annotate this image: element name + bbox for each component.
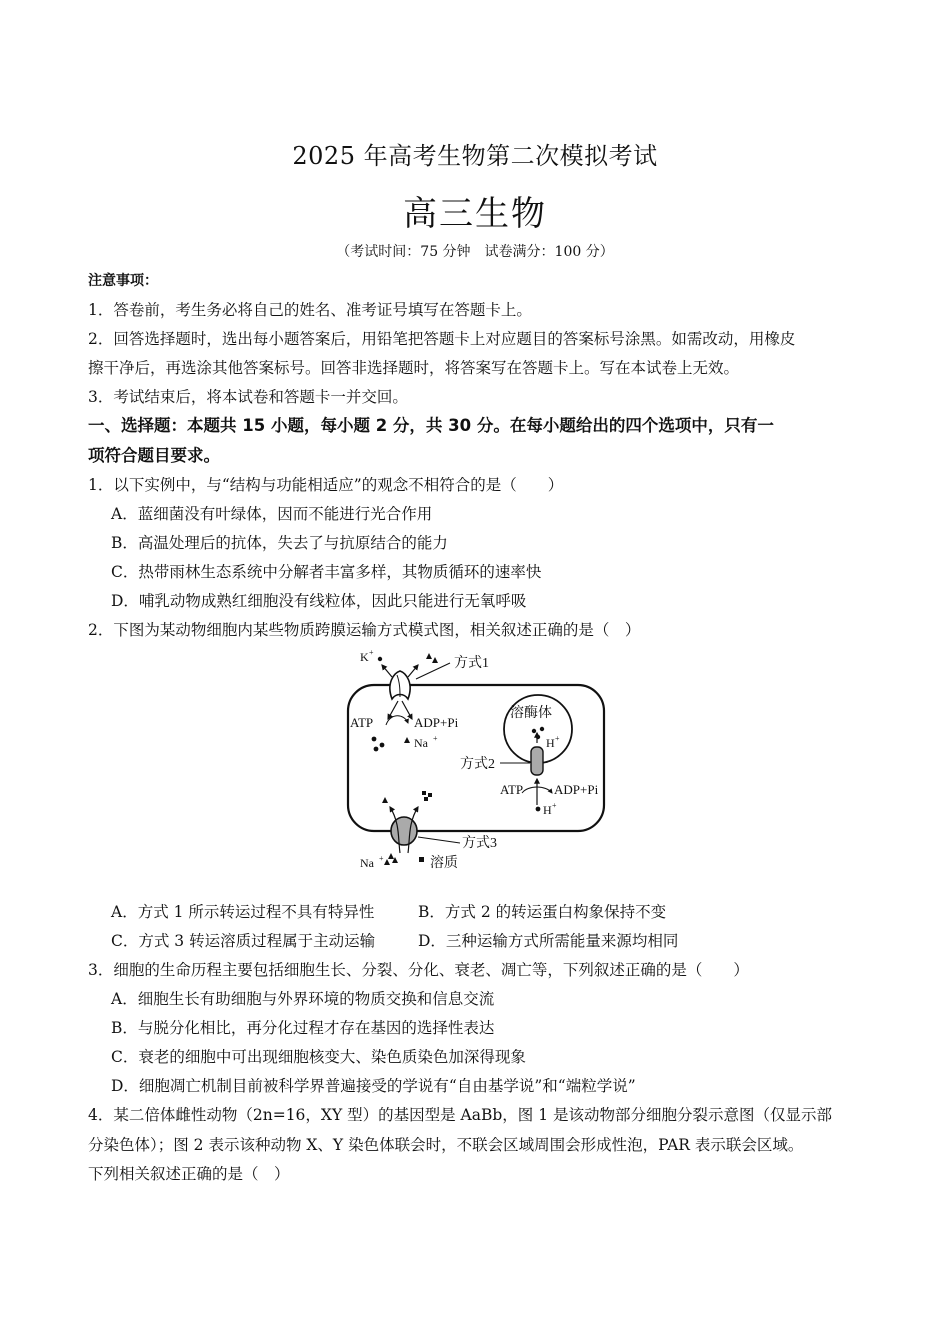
q1-option-c: C．热带雨林生态系统中分解者丰富多样，其物质循环的速率快 [111, 563, 542, 581]
q2-option-a: A．方式 1 所示转运过程不具有特异性 [111, 903, 375, 921]
q3-option-b: B．与脱分化相比，再分化过程才存在基因的选择性表达 [111, 1019, 495, 1037]
transport-protein-2 [531, 747, 543, 775]
label-h-2-plus: + [552, 801, 557, 810]
label-h-2: H [543, 803, 552, 817]
label-mode1: 方式1 [454, 656, 489, 671]
subject-title: 高三生物 [403, 194, 547, 234]
q1-option-d: D．哺乳动物成熟红细胞没有线粒体，因此只能进行无氧呼吸 [111, 592, 527, 610]
notice-item-2-cont: 擦干净后，再选涂其他答案标号。回答非选择题时，将答案写在答题卡上。写在本试卷上无效。 [88, 359, 740, 377]
section-heading: 一、选择题：本题共 15 小题，每小题 2 分，共 30 分。在每小题给出的四个选项中，只有一 [88, 416, 774, 435]
q2-stem: 2．下图为某动物细胞内某些物质跨膜运输方式模式图，相关叙述正确的是（ ） [88, 621, 641, 639]
q3-stem: 3．细胞的生命历程主要包括细胞生长、分裂、分化、衰老、凋亡等，下列叙述正确的是（ ） [88, 961, 749, 979]
transport-protein-3 [391, 817, 417, 845]
label-adp-2: ADP+Pi [554, 782, 599, 797]
label-k-plus: + [369, 648, 374, 657]
label-h-1: H [546, 736, 555, 750]
label-atp-1: ATP [350, 715, 374, 730]
notice-item-1: 1．答卷前，考生务必将自己的姓名、准考证号填写在答题卡上。 [88, 301, 532, 319]
q2-option-d: D．三种运输方式所需能量来源均相同 [418, 932, 679, 950]
q1-stem: 1．以下实例中，与“结构与功能相适应”的观念不相符合的是（ ） [88, 476, 564, 494]
q2-option-c: C．方式 3 转运溶质过程属于主动运输 [111, 932, 376, 950]
exam-timing: （考试时间：75 分钟 试卷满分：100 分） [336, 244, 614, 260]
label-lysosome: 溶酶体 [510, 706, 552, 721]
membrane-transport-figure [342, 647, 612, 877]
notice-item-3: 3．考试结束后，将本试卷和答题卡一并交回。 [88, 388, 408, 406]
q1-option-b: B．高温处理后的抗体，失去了与抗原结合的能力 [111, 534, 448, 552]
label-atp-2: ATP [500, 782, 524, 797]
q4-stem-line2: 分染色体）；图 2 表示该种动物 X、Y 染色体联会时，不联会区域周围会形成性泡，PAR 表示联会区域。 [88, 1136, 804, 1154]
transport-protein-1 [390, 671, 410, 699]
q4-stem-line1: 4．某二倍体雌性动物（2n=16，XY 型）的基因型是 AaBb，图 1 是该动物部分细胞分裂示意图（仅显示部 [88, 1106, 833, 1124]
q3-option-a: A．细胞生长有助细胞与外界环境的物质交换和信息交流 [111, 990, 495, 1008]
notice-item-2: 2．回答选择题时，选出每小题答案后，用铅笔把答题卡上对应题目的答案标号涂黑。如需改动，用橡皮 [88, 330, 796, 348]
label-adp-1: ADP+Pi [414, 715, 459, 730]
notice-heading: 注意事项： [88, 273, 158, 289]
q3-option-d: D．细胞凋亡机制目前被科学界普遍接受的学说有“自由基学说”和“端粒学说” [111, 1077, 636, 1095]
label-na-2: Na [360, 856, 374, 870]
label-mode2: 方式2 [460, 757, 495, 772]
q1-option-a: A．蓝细菌没有叶绿体，因而不能进行光合作用 [111, 505, 433, 523]
section-heading-cont: 项符合题目要求。 [88, 446, 220, 465]
label-na-1-plus: + [433, 734, 438, 743]
label-mode3: 方式3 [462, 836, 497, 851]
label-k: K [360, 650, 369, 664]
label-na-2-plus: + [379, 854, 384, 863]
label-h-1-plus: + [555, 734, 560, 743]
q3-option-c: C．衰老的细胞中可出现细胞核变大、染色质染色加深得现象 [111, 1048, 526, 1066]
q2-option-b: B．方式 2 的转运蛋白构象保持不变 [418, 903, 667, 921]
label-solute: 溶质 [430, 856, 458, 871]
label-na-1: Na [414, 736, 428, 750]
q4-stem-line3: 下列相关叙述正确的是（ ） [88, 1165, 290, 1183]
exam-title: 2025 年高考生物第二次模拟考试 [292, 142, 658, 170]
